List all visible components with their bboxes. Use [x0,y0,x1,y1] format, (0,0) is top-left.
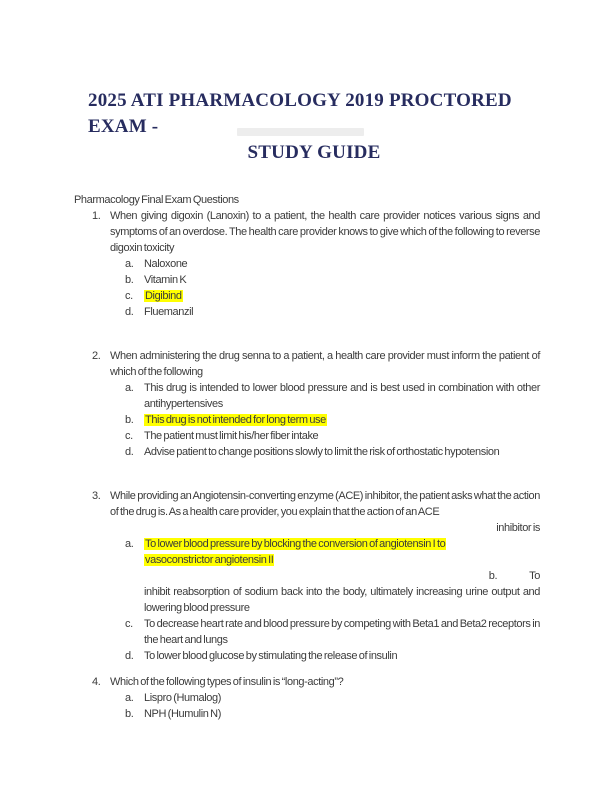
option-row [125,256,540,272]
option-letter: d. [125,650,134,662]
question-number: 3. [92,490,101,502]
option-row [125,304,540,320]
question-2 [74,348,540,460]
section-heading: Pharmacology Final Exam Questions [74,194,239,206]
question-text: When giving digoxin (Lanoxin) to a patient, the health care provider notices various signs and symptoms of an overdose. The health care provider knows to give which of the following to reverse digoxin toxicity [110,210,540,254]
question-text: When administering the drug senna to a patient, a health care provider must inform the patient of which of the following [110,350,540,378]
question-number: 2. [92,350,101,362]
question-text: Which of the following types of insulin is “long-acting”? [110,676,344,688]
option-letter: c. [125,290,133,302]
option-row [125,444,540,460]
document-title [88,88,540,166]
option-text: To lower blood glucose by stimulating the release of insulin [144,650,398,662]
option-row [125,412,540,428]
question-1 [74,208,540,320]
option-text [144,568,540,616]
question-text [110,488,540,536]
option-letter: d. [125,446,134,458]
option-letter: c. [125,618,133,630]
option-letter: a. [125,258,134,270]
option-text: Naloxone [144,258,188,270]
document-body [74,192,540,722]
option-text-highlighted: Digibind [145,290,182,302]
option-text: Advise patient to change positions slowly to limit the risk of orthostatic hypotension [144,446,500,458]
option-letter: b. [125,414,134,426]
option-letter: b. [125,274,134,286]
question-number: 1. [92,210,101,222]
option-row [125,288,540,304]
option-text: Vitamin K [144,274,187,286]
option-text-highlighted: This drug is not intended for long term use [145,414,326,426]
option-letter: b. [125,708,134,720]
option-row [125,428,540,444]
option-row [125,690,540,706]
option-letter: a. [125,538,134,550]
question-text-tail: inhibitor is [496,522,540,534]
title-line-3: STUDY GUIDE [247,142,381,163]
question-4 [74,674,540,722]
option-letter-empty [125,568,144,616]
option-row [125,380,540,412]
option-text-rest: inhibit reabsorption of sodium back into the body, ultimately increasing urine output and lowering blood pressure [144,586,540,614]
option-text: To decrease heart rate and blood pressure by competing with Beta1 and Beta2 receptors in the heart and lungs [144,618,540,646]
option-row [125,536,540,568]
title-line-2: EXAM - [88,116,159,137]
option-letter: c. [125,430,133,442]
option-letter: a. [125,382,134,394]
title-line-1: 2025 ATI PHARMACOLOGY 2019 PROCTORED [88,90,512,111]
question-number: 4. [92,676,101,688]
option-text: This drug is intended to lower blood pressure and is best used in combination with other antihypertensives [144,382,540,410]
option-letter: d. [125,306,134,318]
option-letter: a. [125,692,134,704]
option-lead-line: b. To [488,570,540,582]
option-text: Fluemanzil [144,306,194,318]
option-row [125,616,540,648]
question-text-main: While providing an Angiotensin-converting enzyme (ACE) inhibitor, the patient asks what the action of the drug is. As a health care provider, you explain that the action of an ACE [110,490,540,518]
option-text: NPH (Humulin N) [144,708,221,720]
option-row [125,272,540,288]
option-row [125,706,540,722]
option-text: Lispro (Humalog) [144,692,221,704]
option-text-highlighted: To lower blood pressure by blocking the conversion of angiotensin I to vasoconstrictor angiotensin II [145,538,446,566]
option-row [125,648,540,664]
option-row [125,568,540,616]
redaction-artifact [237,128,364,136]
option-text: The patient must limit his/her fiber intake [144,430,319,442]
question-3 [74,488,540,664]
